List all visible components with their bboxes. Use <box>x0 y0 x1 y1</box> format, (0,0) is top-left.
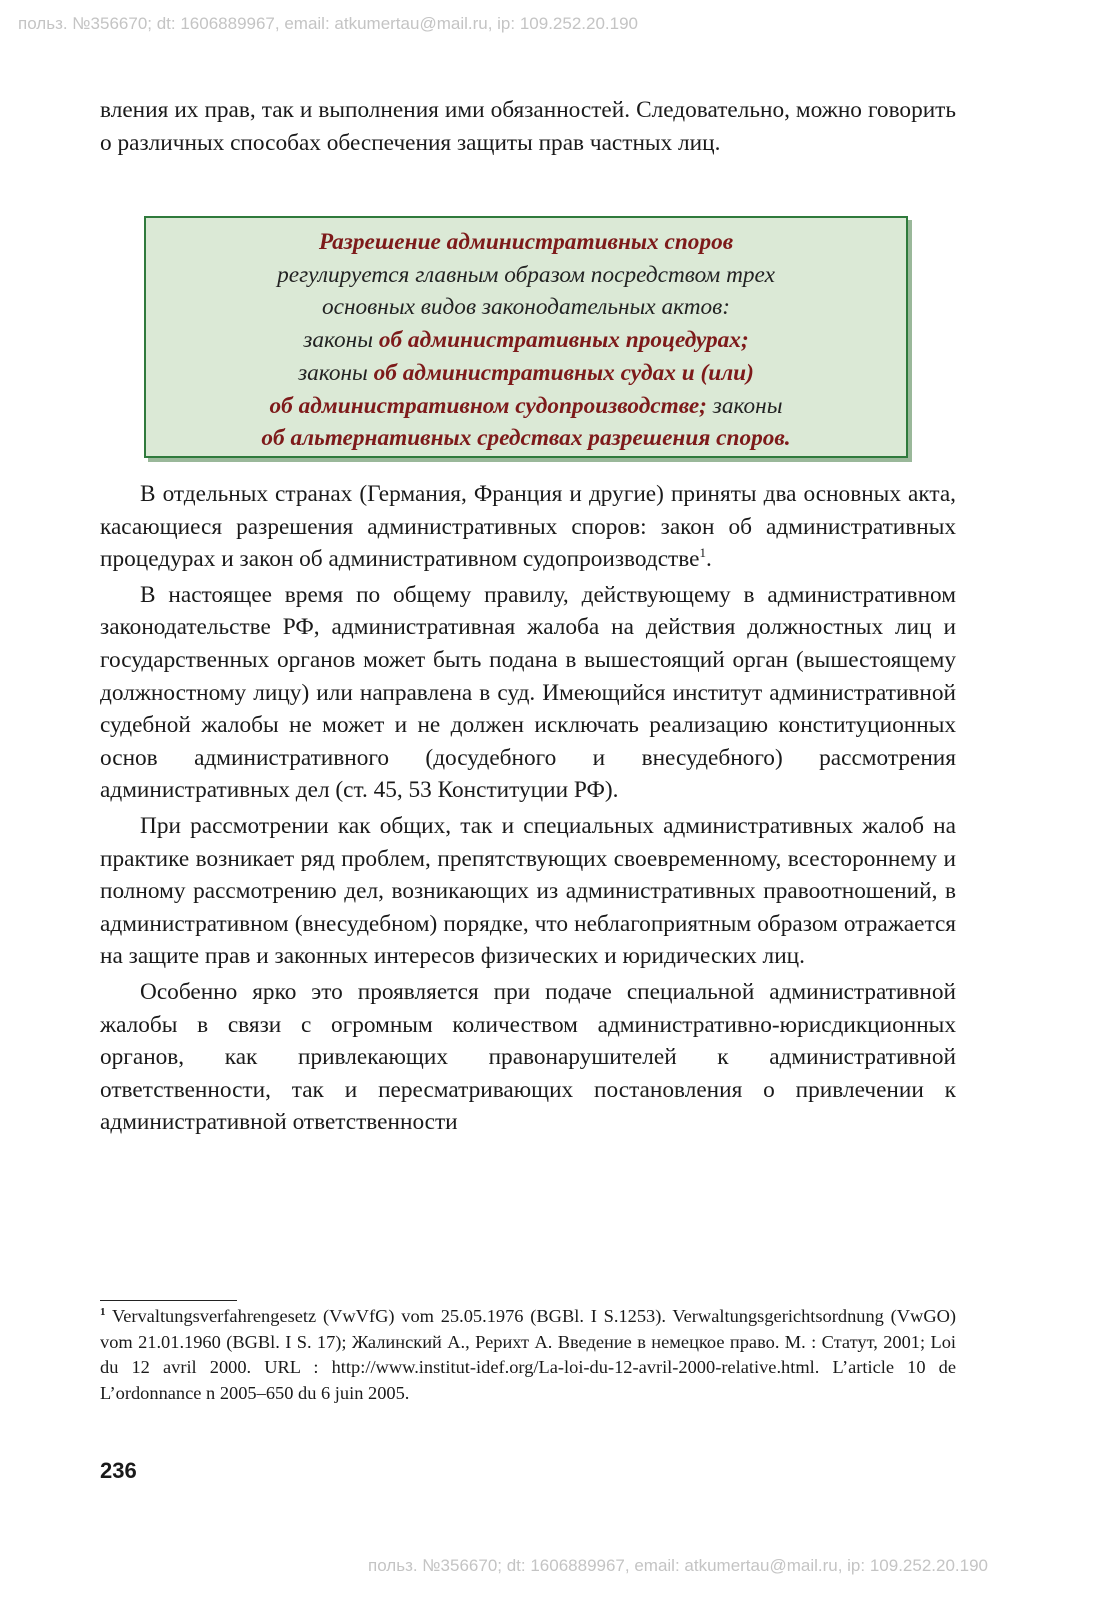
watermark-bottom: польз. №356670; dt: 1606889967, email: atkumertau@mail.ru, ip: 109.252.20.190 <box>368 1556 989 1575</box>
callout-line-1: Разрешение административных споров <box>318 229 734 255</box>
callout-line-5-em: об административных судах и (или) <box>373 359 754 386</box>
watermark-top: польз. №356670; dt: 1606889967, email: atkumertau@mail.ru, ip: 109.252.20.190 <box>18 14 639 33</box>
highlight-box <box>144 216 908 458</box>
callout-line-5-plain: законы <box>298 359 374 386</box>
callout-line-5 <box>162 357 890 390</box>
callout-line-4-em: об административных процедурах; <box>378 327 749 354</box>
footnote <box>100 1304 956 1406</box>
callout-line-7: об альтернативных средствах разрешения споров. <box>261 425 791 452</box>
footnote-divider <box>100 1300 237 1301</box>
paragraph-3: При рассмотрении как общих, так и специальных административных жалоб на практике возникает ряд проблем, препятствующих своевременному, всестороннему и полному рассмотрению дел, возникающих из административных правоотношений, в административном (внесудебном) порядке, что неблагоприятным образом отражается на защите прав и законных интересов физических и юридических лиц. <box>100 812 956 970</box>
callout-line-4-plain: законы <box>303 327 379 354</box>
body-section <box>100 478 956 1139</box>
callout-line-6-em: об административном судопроизводстве; <box>269 392 707 419</box>
callout-line-4 <box>162 324 890 357</box>
callout-line-3: основных видов законодательных актов: <box>321 294 731 321</box>
paragraph-4: Особенно ярко это проявляется при подаче специальной административной жалобы в связи с огромным количеством административно-юрисдикционных органов, как привлекающих правонарушителей к административной ответственности, так и пересматривающих постановления о привлечении к административной ответственности <box>100 978 956 1136</box>
callout-line-6 <box>162 390 890 423</box>
footnote-marker: 1 <box>100 1305 106 1318</box>
intro-section <box>100 94 956 159</box>
paragraph-1 <box>100 478 956 576</box>
footnote-reference[interactable]: 1 <box>699 545 706 561</box>
page-number: 236 <box>100 1458 137 1483</box>
paragraph-1-end: . <box>705 546 712 573</box>
callout-line-6-plain: законы <box>706 392 783 419</box>
callout-line-2: регулируется главным образом посредством трех <box>277 261 775 288</box>
paragraph-2: В настоящее время по общему правилу, действующему в административном законодательстве РФ, административная жалоба на действия должностных лиц и государственных органов может быть подана в вышестоящий орган (вышестоящему должностному лицу) или направлена в суд. Имеющийся институт административной судебной жалобы не может и не должен исключать реализацию конституционных основ административного (досудебного и внесудебного) рассмотрения административных дел (ст. 45, 53 Конституции РФ). <box>100 581 956 804</box>
footnote-text: Vervaltungsverfahrengesetz (VwVfG) vom 25.05.1976 (BGBl. I S.1253). Verwaltungsgerichtsordnung (VwGO) vom 21.01.1960 (BGBl. I S. 17); Жалинский А., Рерихт А. Введение в немецкое право. М. : Статут, 2001; Loi du 12 avril 2000. URL : http://www.institut-idef.org/La-loi-du-12-avril-2000-relative.html. L’article 10 de L’ordonnance n 2005–650 du 6 juin 2005. <box>100 1306 957 1403</box>
intro-paragraph: вления их прав, так и выполнения ими обязанностей. Следовательно, можно говорить о различных способах обеспечения защиты прав частных лиц. <box>100 97 956 156</box>
paragraph-1-text: В отдельных странах (Германия, Франция и другие) приняты два основных акта, касающиеся разрешения административных споров: закон об административных процедурах и закон об административном судопроизводстве <box>100 481 956 573</box>
